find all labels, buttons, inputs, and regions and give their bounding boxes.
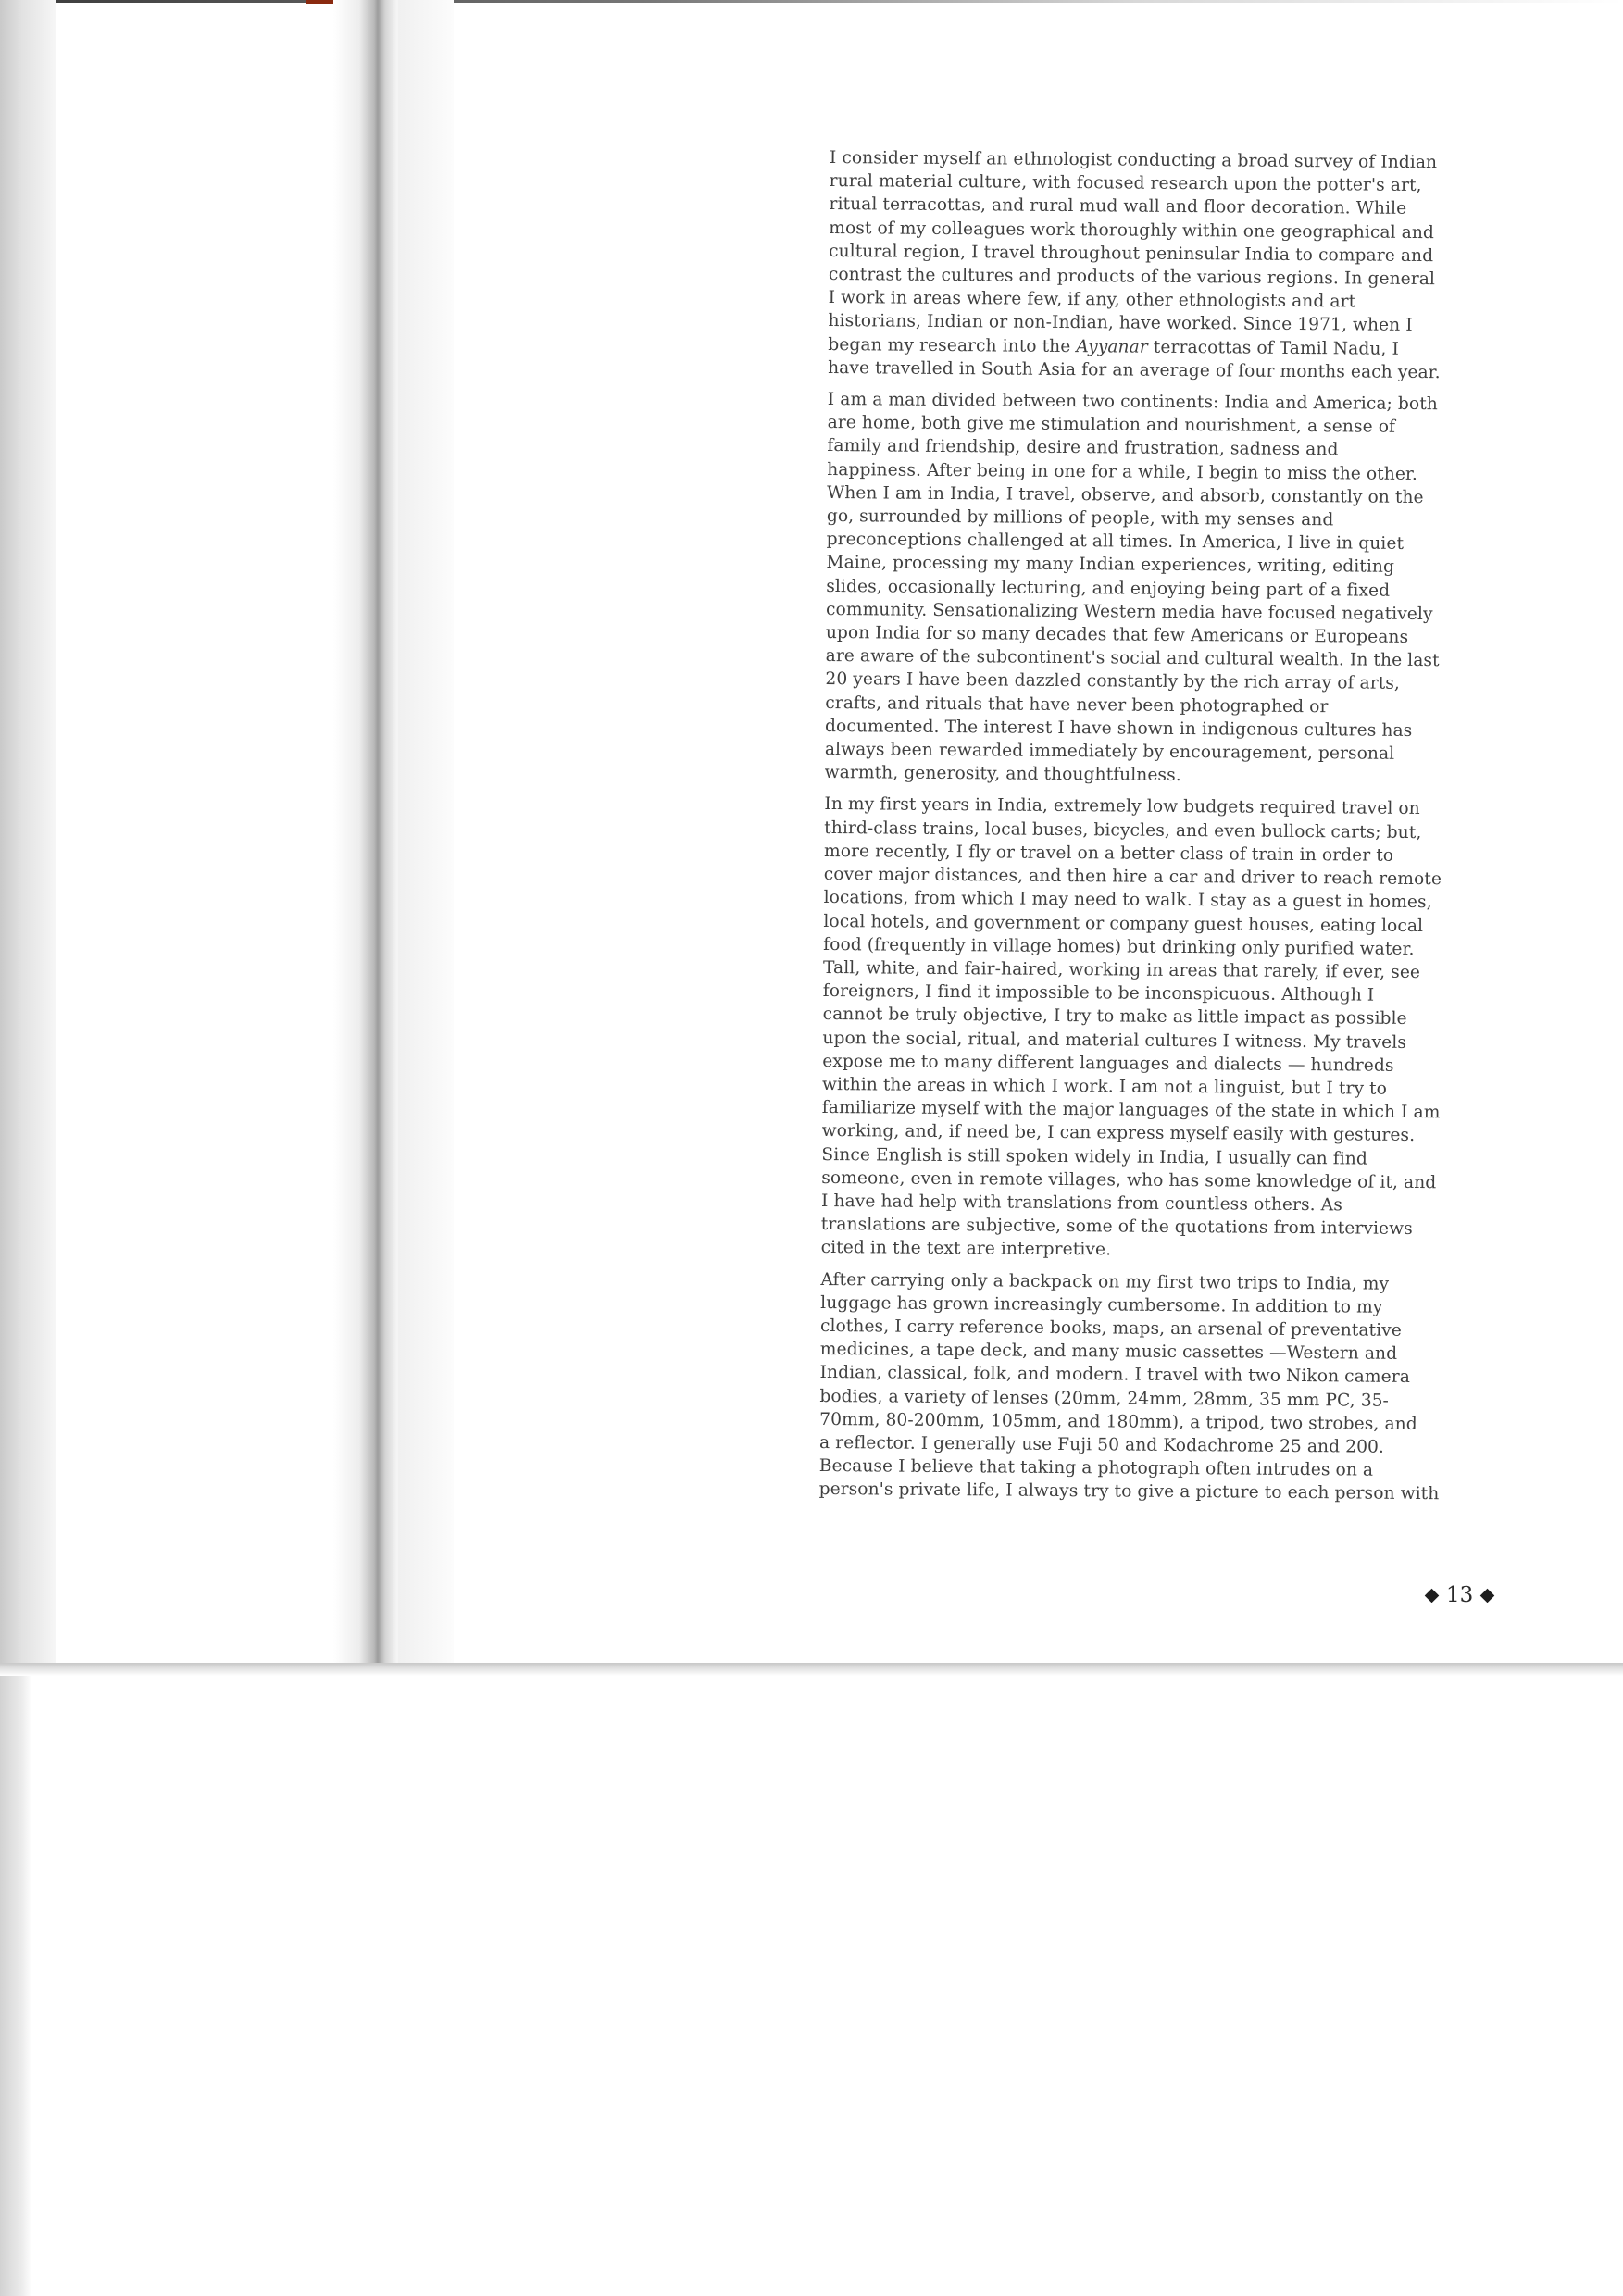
left-page-shadow	[0, 0, 56, 1666]
page-number	[1421, 1583, 1498, 1607]
paragraph-two-continents: I am a man divided between two continents: India and America; both are home, both give me stimulation and nourishment, a sense of family and friendship, desire and frustration, sadness and happiness. After being in one for a while, I begin to miss the other. When I am in India, I travel, observe, and absorb, constantly on the go, surrounded by millions of people, with my senses and preconceptions challenged at all times. In America, I live in quiet Maine, processing my many Indian experiences, writing, editing slides, occasionally lecturing, and enjoying being part of a fixed community. Sensationalizing Western media have focused negatively upon India for so many decades that few Americans or Europeans are aware of the subcontinent's social and cultural wealth. In the last 20 years I have been dazzled constantly by the rich array of arts, crafts, and rituals that have never been photographed or documented. The interest I have shown in indigenous cultures has always been rewarded immediately by encouragement, personal warmth, generosity, and thoughtfulness.	[824, 390, 1440, 786]
book-spine-shadow	[333, 0, 407, 1666]
diamond-ornament-icon	[1480, 1588, 1495, 1603]
right-page-gutter	[398, 0, 454, 1666]
book-bottom-edge	[0, 1663, 1623, 1676]
paragraph-travel: In my first years in India, extremely low budgets required travel on third-class trains, local buses, bicycles, and even bullock carts; but, more recently, I fly or travel on a better class of train in order to cover major distances, and then hire a car and driver to reach remote locations, from which I may need to walk. I stay as a guest in homes, local hotels, and government or company guest houses, eating local food (frequently in village homes) but drinking only purified water. Tall, white, and fair-haired, working in areas that rarely, if ever, see foreigners, I find it impossible to be inconspicuous. Although I cannot be truly objective, I try to make as little impact as possible upon the social, ritual, and material cultures I witness. My travels expose me to many different languages and dialects — hundreds within the areas in which I work. I am not a linguist, but I try to familiarize myself with the major languages of the state in which I am working, and, if need be, I can express myself easily with gestures. Since English is still spoken widely in India, I usually can find someone, even in remote villages, who has some knowledge of it, and I have had help with translations from countless others. As translations are subjective, some of the quotations from interviews cited in the text are interpretive.	[820, 794, 1442, 1260]
body-text-column	[818, 146, 1496, 1515]
scanner-bed-shadow	[0, 1676, 31, 2296]
scanner-edge-top	[0, 0, 1623, 3]
diamond-ornament-icon	[1425, 1588, 1440, 1603]
paragraph-luggage: After carrying only a backpack on my first two trips to India, my luggage has grown increasingly cumbersome. In addition to my clothes, I carry reference books, maps, an arsenal of preventative medicines, a tape deck, and many music cassettes —Western and Indian, classical, folk, and modern. I travel with two Nikon camera bodies, a variety of lenses (20mm, 24mm, 28mm, 35 mm PC, 35- 70mm, 80-200mm, 105mm, and 180mm), a tripod, two strobes, and a reflector. I generally use Fuji 50 and Kodachrome 25 and 200. Because I believe that taking a photograph often intrudes on a person's private life, I always try to give a picture to each person with	[818, 1269, 1440, 1504]
paragraph-text: I consider myself an ethnologist conducting a broad survey of Indian rural material culture, with focused research upon the potter's art, ritual terracottas, and rural mud wall and floor decoration. While most of my colleagues work thoroughly within one geographical and cultural region, I travel throughout peninsular India to compare and contrast the cultures and products of the various regions. In general I work in areas where few, if any, other ethnologists and art historians, Indian or non-Indian, have worked. Since 1971, when I began my research into the	[828, 147, 1438, 356]
paragraph-text: terracottas of Tamil Nadu, I have travelled in South Asia for an average of four months each year.	[828, 337, 1441, 383]
paragraph-ethnologist	[828, 146, 1496, 385]
page-number-text: 13	[1446, 1583, 1474, 1607]
italic-term: Ayyanar	[1076, 336, 1148, 357]
